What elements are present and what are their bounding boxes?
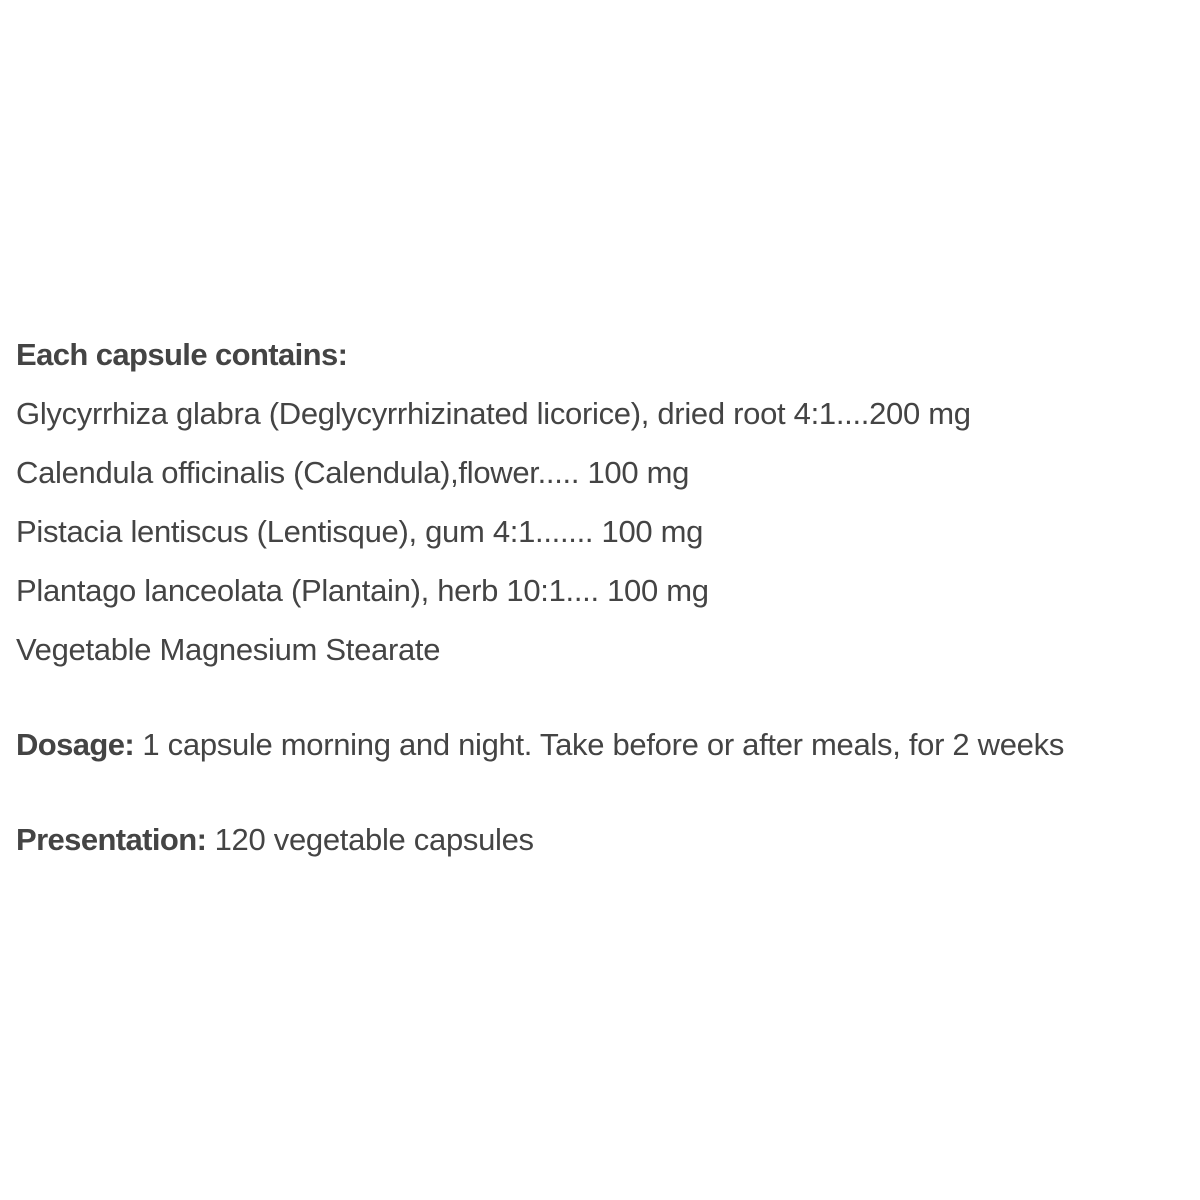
presentation-label: Presentation: [16,822,207,857]
ingredient-line: Plantago lanceolata (Plantain), herb 10:1.... 100 mg [16,573,709,608]
dosage-label: Dosage: [16,727,135,762]
presentation-line [16,810,1191,869]
product-info [16,325,1191,869]
presentation-text: 120 vegetable capsules [206,822,534,857]
dosage-text: 1 capsule morning and night. Take before or after meals, for 2 weeks [134,727,1065,762]
ingredient-line: Pistacia lentiscus (Lentisque), gum 4:1....... 100 mg [16,514,704,549]
composition-heading: Each capsule contains: [16,337,348,372]
ingredient-line: Glycyrrhiza glabra (Deglycyrrhizinated licorice), dried root 4:1....200 mg [16,396,971,431]
ingredient-line: Vegetable Magnesium Stearate [16,632,441,667]
ingredient-line: Calendula officinalis (Calendula),flower..... 100 mg [16,455,690,490]
dosage-line [16,715,1191,774]
